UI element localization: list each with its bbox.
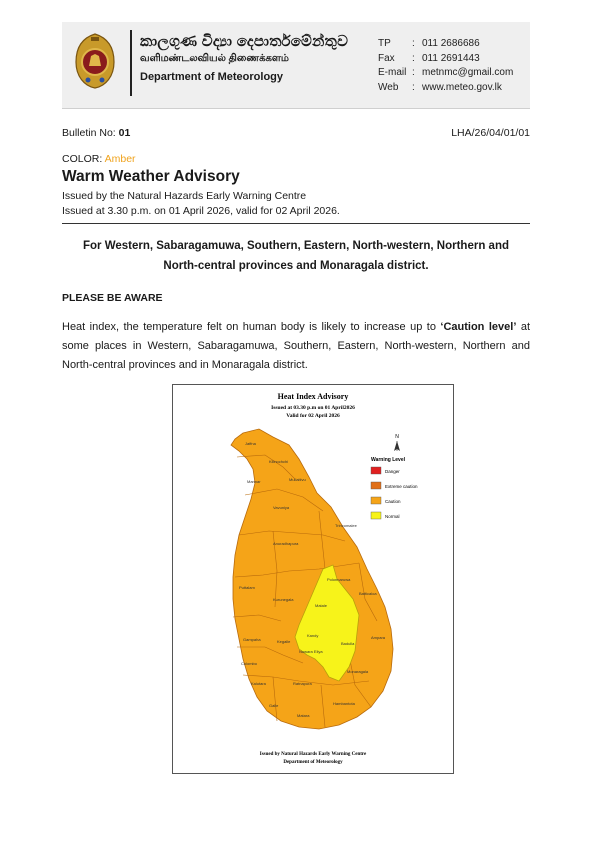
district-label: Ampara [371, 635, 386, 640]
bulletin-label: Bulletin No: [62, 127, 119, 139]
please-be-aware-heading: PLEASE BE AWARE [62, 292, 163, 304]
body-text: Heat index, the temperature felt on human body is likely to increase up to [62, 321, 441, 333]
map-valid: Valid for 02 April 2026 [286, 413, 340, 419]
contact-value: 011 2686686 [422, 38, 480, 49]
district-label: Ratnapura [293, 681, 312, 686]
north-arrow-icon [394, 434, 400, 451]
legend-swatch-extreme-caution [371, 482, 381, 489]
map-footer-issuer: Issued by Natural Hazards Early Warning Centre [259, 752, 367, 757]
contact-row: Web : www.meteo.gov.lk [378, 81, 513, 96]
provinces-line: For Western, Sabaragamuwa, Southern, Eastern, North-western, Northern and [82, 240, 509, 252]
district-label: Kandy [307, 633, 319, 638]
provinces-line: North-central provinces and Monaragala district. [163, 260, 429, 272]
national-emblem-icon [72, 32, 118, 90]
legend-label: Extreme caution [385, 484, 418, 489]
district-label: Nuwara Eliya [299, 649, 323, 654]
legend-label: Danger [385, 469, 400, 474]
map-footer-department: Department of Meteorology [283, 760, 343, 765]
district-label: Kilinochchi [269, 459, 289, 464]
org-name-tamil: வளிமண்டலவியல் திணைக்களம் [140, 53, 289, 64]
contact-row: TP : 011 2686686 [378, 37, 513, 52]
legend-title: Warning Level [371, 457, 405, 463]
north-label: N [395, 434, 399, 440]
section-divider [62, 223, 530, 224]
color-value: Amber [104, 153, 136, 165]
district-label: Kegalle [277, 639, 291, 644]
bulletin-reference: LHA/26/04/01/01 [451, 127, 530, 139]
district-label: Kurunegala [273, 597, 294, 602]
district-label: Hambantota [333, 701, 355, 706]
legend-swatch-caution [371, 497, 381, 504]
legend-label: Caution [385, 499, 401, 504]
affected-provinces [62, 236, 530, 276]
color-level [62, 153, 136, 165]
district-label: Matara [297, 713, 310, 718]
issued-by: Issued by the Natural Hazards Early Warning Centre [62, 190, 307, 202]
contact-key: E-mail [378, 67, 407, 78]
district-label: Mannar [247, 479, 261, 484]
bulletin-number-value: 01 [118, 127, 131, 139]
district-label: Badulla [341, 641, 355, 646]
color-label: COLOR: [62, 153, 105, 165]
contact-value: metnmc@gmail.com [422, 67, 514, 78]
district-label: Vavuniya [273, 505, 290, 510]
map-title: Heat Index Advisory [277, 392, 349, 401]
contact-value: 011 2691443 [422, 52, 480, 64]
district-label: Mullaitivu [289, 477, 306, 482]
advisory-title: Warm Weather Advisory [62, 168, 240, 185]
district-label: Galle [269, 703, 279, 708]
district-label: Anuradhapura [273, 541, 299, 546]
district-label: Gampaha [243, 637, 261, 642]
contact-value: www.meteo.gov.lk [422, 81, 502, 93]
contact-key: TP [378, 38, 391, 49]
district-label: Trincomalee [335, 523, 357, 528]
district-label: Jaffna [245, 441, 256, 446]
org-name-sinhala: කාලගුණ විද්‍යා දෙපාර්තමේන්තුව [140, 33, 349, 50]
bulletin-number [62, 127, 130, 139]
header-divider [130, 30, 132, 96]
contact-row: E-mail : metnmc@gmail.com [378, 66, 513, 81]
letterhead [62, 22, 530, 109]
district-label: Puttalam [239, 585, 255, 590]
district-label: Colombo [241, 661, 258, 666]
district-label: Matale [315, 603, 328, 608]
caution-level-text: ‘Caution level’ [440, 321, 517, 333]
issued-at: Issued at 3.30 p.m. on 01 April 2026, valid for 02 April 2026. [62, 205, 340, 217]
legend-swatch-normal [371, 512, 381, 519]
district-label: Kalutara [251, 681, 266, 686]
map-issued: Issued at 03.30 p.m on 01 April2026 [271, 405, 355, 411]
body-text: at some places in Western, Sabaragamuwa, Southern, Eastern, North-western, Northern and North-central provinces and in Monaragala district. [62, 321, 530, 371]
advisory-body [62, 318, 530, 375]
district-label: Monaragala [347, 669, 369, 674]
contact-block [378, 37, 513, 95]
district-label: Batticaloa [359, 591, 377, 596]
legend-label: Normal [385, 514, 400, 519]
heat-index-map [172, 384, 454, 774]
map-legend [371, 457, 418, 519]
contact-row: Fax : 011 2691443 [378, 52, 513, 67]
org-name-english: Department of Meteorology [140, 71, 284, 83]
contact-key: Fax [378, 52, 395, 64]
legend-swatch-danger [371, 467, 381, 474]
contact-key: Web [378, 81, 399, 93]
district-label: Polonnaruwa [327, 577, 351, 582]
